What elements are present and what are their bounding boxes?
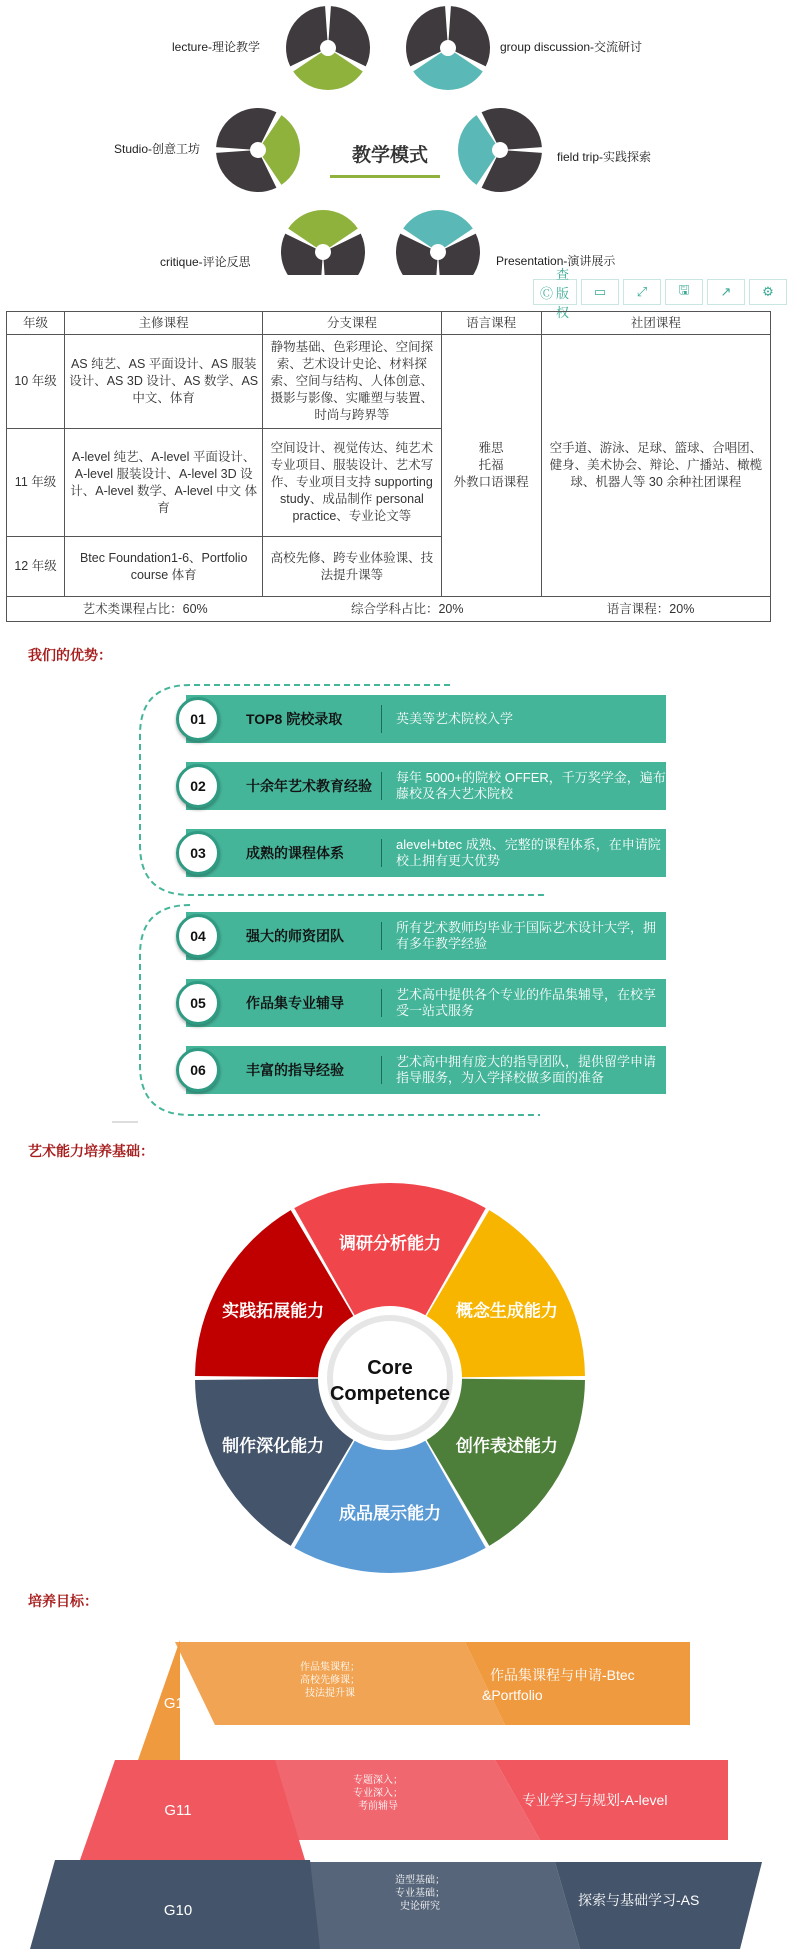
grade-cell: 12 年级 xyxy=(7,537,65,597)
art-ratio: 艺术类课程占比：60% xyxy=(82,601,208,616)
general-ratio: 综合学科占比：20% xyxy=(350,601,464,616)
branch-cell: 静物基础、色彩理论、空间探索、艺术设计史论、材料探索、空间与结构、人体创意、摄影与影像、实雕塑与装置、时尚与跨界等 xyxy=(263,335,441,429)
major-cell: A-level 纯艺、A-level 平面设计、A-level 服装设计、A-level 3D 设计、A-level 数学、A-level 中文 体育 xyxy=(65,429,263,537)
title-underline xyxy=(330,175,440,178)
grade-cell: 11 年级 xyxy=(7,429,65,537)
advantage-number: 03 xyxy=(176,831,220,875)
advantage-number: 05 xyxy=(176,981,220,1025)
course-table xyxy=(6,311,771,622)
branch-cell: 空间设计、视觉传达、纯艺术专业项目、服装设计、艺术写作、专业项目支持 supporting study、成品制作 personal practice、专业论文等 xyxy=(263,429,441,537)
tier-detail: 作品集课程； xyxy=(300,1662,360,1673)
advantages-title: 我们的优势： xyxy=(28,647,112,663)
pyramid-tier xyxy=(138,1640,690,1760)
mode-label-field-trip: field trip-实践探索 xyxy=(557,150,652,164)
mode-label-studio: Studio-创意工坊 xyxy=(114,142,201,156)
advantage-desc: 所有艺术教师均毕业于国际艺术设计大学，拥有多年教学经验 xyxy=(396,920,657,951)
grade-cell: 10 年级 xyxy=(7,335,65,429)
share-button[interactable] xyxy=(707,279,745,305)
mode-ring xyxy=(281,210,365,275)
clubs-cell: 空手道、游泳、足球、篮球、合唱团、健身、美术协会、辩论、广播站、橄榄球、机器人等 30 余种社团课程 xyxy=(541,335,770,597)
frame-icon: ▭ xyxy=(593,284,607,299)
competence-label: 创作表述能力 xyxy=(455,1436,558,1456)
advantage-title: 成熟的课程体系 xyxy=(246,845,344,861)
copyright-label: 查版权 xyxy=(556,266,570,320)
share-icon: ↗ xyxy=(720,284,732,299)
pyramid-tier xyxy=(80,1760,728,1860)
table-header: 年级 xyxy=(7,312,65,335)
advantage-number: 01 xyxy=(176,697,220,741)
branch-cell: 高校先修、跨专业体验课、技法提升课等 xyxy=(263,537,441,597)
copyright-button[interactable] xyxy=(533,266,577,320)
settings-button[interactable] xyxy=(749,279,787,305)
divider xyxy=(381,839,382,867)
mode-label-presentation: Presentation-演讲展示 xyxy=(496,254,616,268)
tier-grade-label: G11 xyxy=(164,1802,192,1819)
competence-label: 调研分析能力 xyxy=(339,1234,441,1253)
competence-wheel xyxy=(190,1178,590,1578)
advantage-number: 02 xyxy=(176,764,220,808)
language-item: 雅思 xyxy=(478,441,504,455)
table-footer-row xyxy=(7,597,771,622)
goals-pyramid xyxy=(0,1640,787,1949)
divider xyxy=(381,705,382,733)
fullscreen-button[interactable] xyxy=(623,279,661,305)
goals-title: 培养目标： xyxy=(28,1593,98,1609)
mode-label-critique: critique-评论反思 xyxy=(160,255,251,269)
competence-label: 成品展示能力 xyxy=(339,1504,441,1523)
settings-icon: ⚙ xyxy=(762,284,774,299)
table-header: 社团课程 xyxy=(541,312,770,335)
advantage-title: 强大的师资团队 xyxy=(246,928,344,944)
table-row xyxy=(7,335,771,429)
advantage-number: 04 xyxy=(176,914,220,958)
teaching-mode-diagram xyxy=(0,0,787,275)
tier-grade-label: G12 xyxy=(163,1695,193,1712)
tier-goal-label: 作品集课程与申请-Btec xyxy=(490,1667,635,1683)
table-header: 语言课程 xyxy=(441,312,541,335)
language-cell xyxy=(441,335,541,597)
tier-goal-label: 专业学习与规划-A-level xyxy=(522,1792,668,1808)
advantage-number: 06 xyxy=(176,1048,220,1092)
advantage-desc: 艺术高中提供各个专业的作品集辅导，在校享受一站式服务 xyxy=(396,987,657,1018)
tier-goal-label: &Portfolio xyxy=(482,1687,543,1703)
tier-detail: 技法提升课 xyxy=(305,1688,355,1699)
tier-detail: 史论研究 xyxy=(400,1901,440,1912)
divider xyxy=(381,1056,382,1084)
mode-ring xyxy=(396,210,480,275)
divider xyxy=(381,989,382,1017)
save-icon: 🖫 xyxy=(678,282,690,297)
major-cell: Btec Foundation1-6、Portfolio course 体育 xyxy=(65,537,263,597)
ratio-footer xyxy=(7,597,771,622)
major-cell: AS 纯艺、AS 平面设计、AS 服装设计、AS 3D 设计、AS 数学、AS 中文、体育 xyxy=(65,335,263,429)
mode-ring xyxy=(406,6,490,90)
tier-goal-label: 探索与基础学习-AS xyxy=(578,1892,700,1908)
mode-ring xyxy=(216,108,300,192)
language-item: 托福 xyxy=(478,458,504,472)
tier-detail: 造型基础； xyxy=(395,1875,445,1886)
teaching-mode-title: 教学模式 xyxy=(351,145,428,166)
tier-detail: 考前辅导 xyxy=(358,1801,398,1812)
competence-center-label: Competence xyxy=(329,1383,451,1405)
competence-label: 概念生成能力 xyxy=(455,1301,558,1321)
advantage-title: 十余年艺术教育经验 xyxy=(246,778,372,794)
image-toolbar xyxy=(533,266,787,320)
tier-detail: 高校先修课； xyxy=(300,1675,360,1686)
advantage-desc: 英美等艺术院校入学 xyxy=(396,711,514,726)
advantage-desc: 每年 5000+的院校 OFFER，千万奖学金，遍布藤校及各大艺术院校 xyxy=(396,770,666,801)
language-ratio: 语言课程：20% xyxy=(606,601,695,616)
tier-detail: 专题深入； xyxy=(353,1775,403,1786)
mode-label-group-discussion: group discussion-交流研讨 xyxy=(500,40,643,54)
tier-detail: 专业基础； xyxy=(395,1888,445,1899)
divider xyxy=(381,772,382,800)
mode-label-lecture: lecture-理论教学 xyxy=(172,40,261,54)
divider xyxy=(381,922,382,950)
table-header: 主修课程 xyxy=(65,312,263,335)
advantage-title: 作品集专业辅导 xyxy=(246,995,344,1011)
advantage-desc: 艺术高中拥有庞大的指导团队，提供留学申请指导服务，为入学择校做多面的准备 xyxy=(396,1054,657,1085)
copyright-icon: Ⓒ xyxy=(540,285,554,301)
table-header-row xyxy=(7,312,771,335)
advantage-title: TOP8 院校录取 xyxy=(246,711,343,727)
competence-title: 艺术能力培养基础： xyxy=(28,1143,154,1159)
competence-label: 实践拓展能力 xyxy=(222,1301,325,1321)
table-header: 分支课程 xyxy=(263,312,441,335)
mode-ring xyxy=(286,6,370,90)
tier-pyramid-block xyxy=(80,1760,305,1860)
frame-button[interactable] xyxy=(581,279,619,305)
language-item: 外教口语课程 xyxy=(453,475,529,489)
core-label: Core xyxy=(367,1357,413,1379)
competence-label: 制作深化能力 xyxy=(222,1436,325,1456)
tier-detail: 专业深入； xyxy=(353,1788,403,1799)
save-button[interactable] xyxy=(665,279,703,305)
mode-ring xyxy=(458,108,542,192)
advantage-desc: alevel+btec 成熟、完整的课程体系，在申请院校上拥有更大优势 xyxy=(396,837,661,868)
advantage-title: 丰富的指导经验 xyxy=(246,1062,344,1078)
fullscreen-icon: ⤢ xyxy=(636,284,648,299)
tier-grade-label: G10 xyxy=(163,1902,193,1919)
pyramid-tier xyxy=(30,1860,762,1949)
